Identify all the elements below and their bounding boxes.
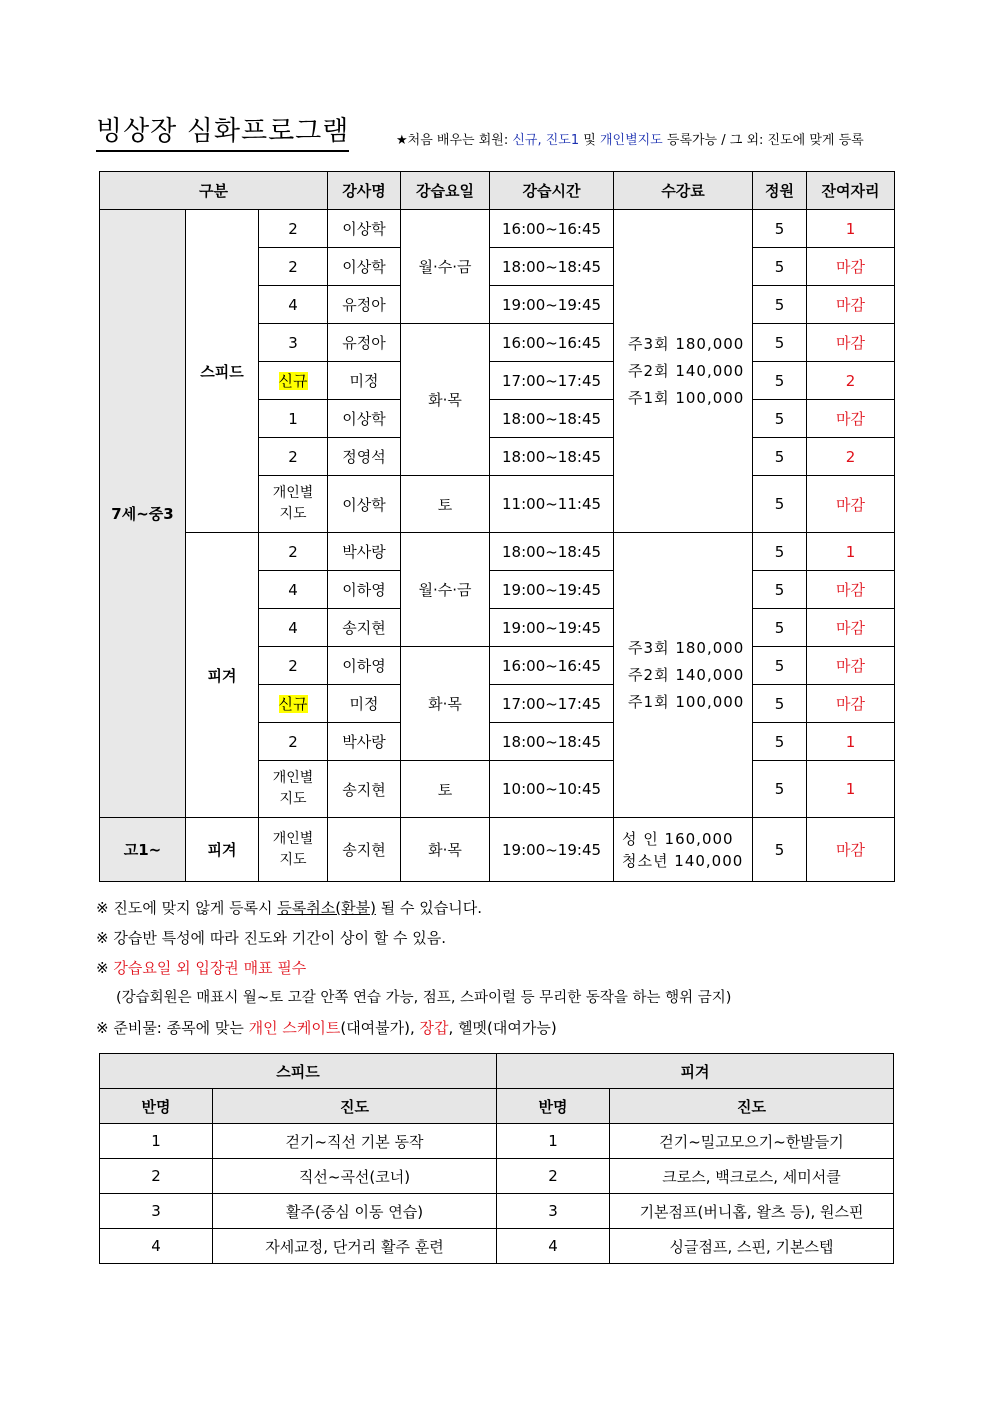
coach-cell: 이상학 <box>328 400 401 438</box>
level-cell: 2 <box>259 723 328 761</box>
level-line: 지도 <box>279 851 307 868</box>
coach-cell: 이하영 <box>328 647 401 685</box>
table-row <box>100 818 895 882</box>
note-text: ※ 준비물: 종목에 맞는 <box>96 1019 249 1037</box>
fee-line: 청소년 140,000 <box>622 851 744 870</box>
new-badge: 신규 <box>278 372 308 390</box>
note-warning: 개인 스케이트 <box>248 1019 341 1037</box>
remaining-cell: 1 <box>807 210 895 248</box>
level-line: 개인별 <box>272 830 314 847</box>
class-cell: 3 <box>100 1194 213 1229</box>
level-cell <box>259 685 328 723</box>
fee-line: 주3회 180,000 <box>628 334 745 353</box>
subtitle-mid: 및 <box>579 133 600 148</box>
remaining-cell: 1 <box>807 723 895 761</box>
days-cell: 화·목 <box>401 324 490 476</box>
progress-cell: 기본점프(버니홉, 왈츠 등), 원스핀 <box>610 1194 894 1229</box>
figure-label: 피겨 <box>186 533 259 818</box>
capacity-cell: 5 <box>753 476 807 533</box>
class-cell: 4 <box>100 1229 213 1264</box>
time-cell: 18:00~18:45 <box>490 723 614 761</box>
coach-cell: 송지현 <box>328 609 401 647</box>
remaining-cell: 마감 <box>807 324 895 362</box>
time-cell: 18:00~18:45 <box>490 400 614 438</box>
remaining-cell: 마감 <box>807 248 895 286</box>
note-5 <box>96 1017 896 1047</box>
level-cell: 2 <box>259 438 328 476</box>
table-row <box>100 210 895 248</box>
remaining-cell: 마감 <box>807 476 895 533</box>
remaining-cell: 마감 <box>807 818 895 882</box>
level-cell <box>259 476 328 533</box>
level-cell: 4 <box>259 286 328 324</box>
progress-cell: 걷기~직선 기본 동작 <box>213 1124 497 1159</box>
level-cell <box>259 362 328 400</box>
curriculum-figure-header: 피겨 <box>497 1054 894 1089</box>
coach-cell: 유정아 <box>328 286 401 324</box>
coach-cell: 이상학 <box>328 210 401 248</box>
coach-cell: 송지현 <box>328 818 401 882</box>
time-cell: 17:00~17:45 <box>490 362 614 400</box>
col-class: 반명 <box>100 1089 213 1124</box>
level-cell: 4 <box>259 571 328 609</box>
level-cell: 2 <box>259 533 328 571</box>
curriculum-speed-header: 스피드 <box>100 1054 497 1089</box>
time-cell: 11:00~11:45 <box>490 476 614 533</box>
class-cell: 1 <box>497 1124 610 1159</box>
curriculum-table <box>99 1053 894 1264</box>
remaining-cell: 1 <box>807 761 895 818</box>
header-category: 구분 <box>100 172 328 210</box>
time-cell: 19:00~19:45 <box>490 818 614 882</box>
coach-cell: 정영석 <box>328 438 401 476</box>
header-capacity: 정원 <box>753 172 807 210</box>
coach-cell: 유정아 <box>328 324 401 362</box>
figure-fee-cell <box>614 533 753 818</box>
coach-cell: 박사랑 <box>328 533 401 571</box>
days-cell: 토 <box>401 476 490 533</box>
capacity-cell: 5 <box>753 324 807 362</box>
table-row <box>100 533 895 571</box>
coach-cell: 미정 <box>328 685 401 723</box>
time-cell: 17:00~17:45 <box>490 685 614 723</box>
remaining-cell: 2 <box>807 438 895 476</box>
header-fee: 수강료 <box>614 172 753 210</box>
schedule-table <box>99 171 895 882</box>
remaining-cell: 마감 <box>807 571 895 609</box>
capacity-cell: 5 <box>753 818 807 882</box>
progress-cell: 걷기~밀고모으기~한발들기 <box>610 1124 894 1159</box>
remaining-cell: 2 <box>807 362 895 400</box>
remaining-cell: 마감 <box>807 286 895 324</box>
time-cell: 18:00~18:45 <box>490 438 614 476</box>
schedule-header-row <box>100 172 895 210</box>
note-text: , 헬멧(대여가능) <box>448 1019 557 1037</box>
group-junior: 7세~중3 <box>100 210 186 818</box>
fee-line: 주1회 100,000 <box>628 388 745 407</box>
subtitle-suffix: 등록가능 / 그 외: 진도에 맞게 등록 <box>662 133 864 148</box>
coach-cell: 송지현 <box>328 761 401 818</box>
class-cell: 4 <box>497 1229 610 1264</box>
level-cell <box>259 818 328 882</box>
header-days: 강습요일 <box>401 172 490 210</box>
title-row <box>96 116 896 156</box>
note-warning: 장갑 <box>419 1019 449 1037</box>
capacity-cell: 5 <box>753 647 807 685</box>
notes-section <box>96 897 896 1047</box>
remaining-cell: 마감 <box>807 609 895 647</box>
note-4: (강습회원은 매표시 월~토 고갈 안쪽 연습 가능, 점프, 스파이럴 등 무리한 동작을 하는 행위 금지) <box>116 990 732 1006</box>
remaining-cell: 1 <box>807 533 895 571</box>
capacity-cell: 5 <box>753 571 807 609</box>
level-line: 지도 <box>279 791 307 807</box>
speed-label: 스피드 <box>186 210 259 533</box>
level-line: 개인별 <box>272 770 314 786</box>
level-cell: 3 <box>259 324 328 362</box>
days-cell: 토 <box>401 761 490 818</box>
subtitle-prefix: ★처음 배우는 회원: <box>396 133 513 148</box>
capacity-cell: 5 <box>753 533 807 571</box>
page-subtitle <box>396 129 864 148</box>
fee-line: 주3회 180,000 <box>628 638 745 657</box>
coach-cell: 이상학 <box>328 248 401 286</box>
level-cell: 2 <box>259 248 328 286</box>
coach-cell: 이하영 <box>328 571 401 609</box>
level-line: 지도 <box>279 506 307 522</box>
coach-cell: 박사랑 <box>328 723 401 761</box>
senior-label: 피겨 <box>186 818 259 882</box>
days-cell: 화·목 <box>401 818 490 882</box>
capacity-cell: 5 <box>753 362 807 400</box>
table-row <box>100 1124 894 1159</box>
class-cell: 2 <box>497 1159 610 1194</box>
time-cell: 18:00~18:45 <box>490 533 614 571</box>
class-cell: 3 <box>497 1194 610 1229</box>
time-cell: 18:00~18:45 <box>490 248 614 286</box>
note-text: 될 수 있습니다. <box>375 899 482 917</box>
days-cell: 월·수·금 <box>401 533 490 647</box>
note-text: ※ <box>96 959 114 977</box>
note-2: ※ 강습반 특성에 따라 진도와 기간이 상이 할 수 있음. <box>96 929 447 947</box>
table-row <box>100 1229 894 1264</box>
table-row <box>100 1159 894 1194</box>
note-warning: 강습요일 외 입장권 매표 필수 <box>113 959 307 977</box>
fee-line: 성 인 160,000 <box>622 829 734 848</box>
class-cell: 2 <box>100 1159 213 1194</box>
progress-cell: 활주(중심 이동 연습) <box>213 1194 497 1229</box>
time-cell: 19:00~19:45 <box>490 571 614 609</box>
progress-cell: 크로스, 백크로스, 세미서클 <box>610 1159 894 1194</box>
remaining-cell: 마감 <box>807 685 895 723</box>
capacity-cell: 5 <box>753 761 807 818</box>
fee-line: 주1회 100,000 <box>628 692 745 711</box>
col-progress: 진도 <box>610 1089 894 1124</box>
subtitle-highlight-2: 개인별지도 <box>599 133 663 148</box>
coach-cell: 이상학 <box>328 476 401 533</box>
note-3 <box>96 957 896 987</box>
note-text: ※ 진도에 맞지 않게 등록시 <box>96 899 278 917</box>
curriculum-header-row <box>100 1054 894 1089</box>
days-cell: 월·수·금 <box>401 210 490 324</box>
level-cell <box>259 761 328 818</box>
speed-fee-cell <box>614 210 753 533</box>
level-cell: 1 <box>259 400 328 438</box>
col-class: 반명 <box>497 1089 610 1124</box>
capacity-cell: 5 <box>753 685 807 723</box>
days-cell: 화·목 <box>401 647 490 761</box>
capacity-cell: 5 <box>753 248 807 286</box>
senior-fee-cell <box>614 818 753 882</box>
progress-cell: 자세교정, 단거리 활주 훈련 <box>213 1229 497 1264</box>
fee-line: 주2회 140,000 <box>628 665 745 684</box>
time-cell: 16:00~16:45 <box>490 210 614 248</box>
level-line: 개인별 <box>272 485 314 501</box>
capacity-cell: 5 <box>753 723 807 761</box>
time-cell: 19:00~19:45 <box>490 609 614 647</box>
note-1 <box>96 897 896 927</box>
progress-cell: 싱글점프, 스핀, 기본스텝 <box>610 1229 894 1264</box>
curriculum-subheader-row <box>100 1089 894 1124</box>
page-title: 빙상장 심화프로그램 <box>96 116 349 152</box>
new-badge: 신규 <box>278 695 308 713</box>
header-coach: 강사명 <box>328 172 401 210</box>
remaining-cell: 마감 <box>807 400 895 438</box>
level-cell: 2 <box>259 647 328 685</box>
header-time: 강습시간 <box>490 172 614 210</box>
time-cell: 16:00~16:45 <box>490 324 614 362</box>
fee-line: 주2회 140,000 <box>628 361 745 380</box>
table-row <box>100 1194 894 1229</box>
note-underline: 등록취소(환불) <box>277 899 376 917</box>
group-senior: 고1~ <box>100 818 186 882</box>
time-cell: 10:00~10:45 <box>490 761 614 818</box>
capacity-cell: 5 <box>753 286 807 324</box>
time-cell: 19:00~19:45 <box>490 286 614 324</box>
col-progress: 진도 <box>213 1089 497 1124</box>
remaining-cell: 마감 <box>807 647 895 685</box>
class-cell: 1 <box>100 1124 213 1159</box>
time-cell: 16:00~16:45 <box>490 647 614 685</box>
level-cell: 2 <box>259 210 328 248</box>
note-text: (대여불가), <box>340 1019 420 1037</box>
header-remaining: 잔여자리 <box>807 172 895 210</box>
capacity-cell: 5 <box>753 438 807 476</box>
progress-cell: 직선~곡선(코너) <box>213 1159 497 1194</box>
subtitle-highlight-1: 신규, 진도1 <box>512 133 580 148</box>
level-cell: 4 <box>259 609 328 647</box>
capacity-cell: 5 <box>753 400 807 438</box>
coach-cell: 미정 <box>328 362 401 400</box>
capacity-cell: 5 <box>753 609 807 647</box>
capacity-cell: 5 <box>753 210 807 248</box>
